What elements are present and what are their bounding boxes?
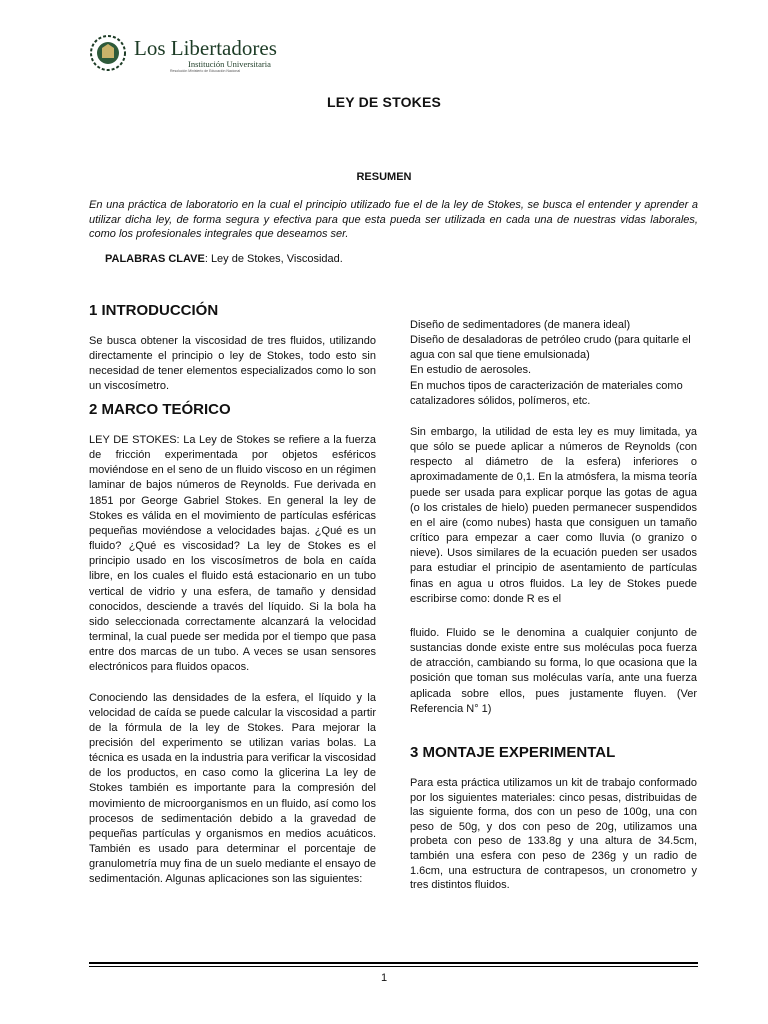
list-item: En muchos tipos de caracterización de materiales como catalizadores sólidos, polímeros, etc. xyxy=(410,379,683,407)
footer-rule xyxy=(89,966,698,967)
paragraph: Sin embargo, la utilidad de esta ley es muy limitada, ya que sólo se puede aplicar a números de Reynolds (con respecto al diámetro de la esfera) inferiores o aproximadamente de 0,1. En la atmósfera, la misma teoría puede ser usada para explicar porque las gotas de agua (o los cristales de hielo) pueden permanecer suspendidos en el aire (como nubes) hasta que consiguen un tamaño crítico para empezar a caer como lluvia (o granizo o nieve). Usos similares de la ecuación pueden ser usados para estudiar el principio de asentamiento de partículas finas en agua u otros fluidos. La ley de Stokes puede escribirse como: donde R es el xyxy=(410,426,697,605)
list-item: Diseño de desaladoras de petróleo crudo (para quitarle el agua con sal que tiene emulsionada) xyxy=(410,334,691,362)
paragraph: Se busca obtener la viscosidad de tres fluidos, utilizando directamente el principio o ley de Stokes, todo esto sin necesidad de tener elementos especializados como lo son un viscosímetro. xyxy=(89,335,376,393)
paragraph: LEY DE STOKES: La Ley de Stokes se refiere a la fuerza de fricción experimentada por objetos esféricos moviéndose en el seno de un fluido viscoso en un régimen laminar de bajos números de Reynolds. Fue derivada en 1851 por George Gabriel Stokes. En general la ley de Stokes es válida en el movimiento de partículas esféricas pequeñas moviéndose a velocidades bajas. ¿Qué es un fluido? ¿Qué es viscosidad? La ley de Stokes es el principio usado en los viscosímetros de bola en caída libre, en los cuales el fluido está estacionario en un tubo vertical de vidrio y una esfera, de tamaño y densidad conocidos, desciende a través del líquido. Si la bola ha sido seleccionada correctamente alcanzará la velocidad terminal, la cual puede ser medida por el tiempo que pasa entre dos marcas de un tubo. A veces se usan sensores electrónicos para fluidos opacos. xyxy=(89,434,376,674)
section-heading: 1 INTRODUCCIÓN xyxy=(89,302,219,319)
keywords-label: PALABRAS CLAVE xyxy=(105,253,205,265)
section-marco-teorico xyxy=(89,401,376,888)
paper-title: LEY DE STOKES xyxy=(326,94,442,110)
section-heading: 3 MONTAJE EXPERIMENTAL xyxy=(410,744,616,761)
paragraph: Para esta práctica utilizamos un kit de trabajo conformado por los siguientes materiales: cinco pesas, distribuidas de las siguiente forma, dos con un peso de 100g, una con peso de 50g, y dos con peso de 20g, utilizamos una probeta con peso de 133.8g y una altura de 34.5cm, también una esfera con peso de 236g y un radio de 1.6cm, una estructura de contrapesos, un cronometro y tres distintos fluidos. xyxy=(410,777,697,892)
applications-list xyxy=(410,318,697,409)
list-item: En estudio de aerosoles. xyxy=(410,364,532,377)
logo-name: Los Libertadores xyxy=(134,36,277,60)
section-montaje-experimental xyxy=(410,744,697,893)
paragraph: fluido. Fluido se le denomina a cualquier conjunto de sustancias donde existe entre sus moléculas poca fuerza de atracción, cambiando su forma, lo que ocasiona que la posición que toman sus moléculas varía, ante una fuerza aplicada sobre ellos, pues justamente fluyen. (Ver Referencia N° 1) xyxy=(410,627,697,715)
paragraph-fluid-definition xyxy=(410,626,697,717)
list-item: Diseño de sedimentadores (de manera ideal) xyxy=(410,319,631,331)
section-heading: 2 MARCO TEÓRICO xyxy=(89,401,231,418)
abstract-text: En una práctica de laboratorio en la cual el principio utilizado fue el de la ley de Stokes, se busca el entender y aprender a utilizar dicha ley, de forma segura y efectiva para que esta pueda ser utilizada en cada una de nuestras vidas laborales, como los profesionales integrales que deseamos ser. xyxy=(89,199,698,241)
page-number: 1 xyxy=(380,972,388,984)
laurel-seal-icon xyxy=(88,33,128,73)
keywords-text: : Ley de Stokes, Viscosidad. xyxy=(204,253,343,265)
abstract-heading: RESUMEN xyxy=(356,171,412,183)
logo-subtitle: Institución Universitaria xyxy=(188,59,271,69)
logo-fine-print: Resolución Ministerio de Educación Nacional xyxy=(170,69,241,73)
paragraph-limitations xyxy=(410,425,697,607)
footer-rule xyxy=(89,962,698,964)
institution-logo xyxy=(88,33,288,77)
section-introduccion xyxy=(89,302,376,395)
paragraph: Conociendo las densidades de la esfera, el líquido y la velocidad de caída se puede calcular la viscosidad a partir de la fórmula de la ley de Stokes. Para mejorar la precisión del experimento se utilizan varias bolas. La técnica es usada en la industria para verificar la viscosidad de los productos, en caso como la glicerina La ley de Stokes también es importante para la compresión del movimiento de microorganismos en un fluido, así como los procesos de sedimentación debido a la gravedad de pequeñas partículas y organismos en medios acuáticos. También es usado para determinar el porcentaje de granulometría muy fina de un suelo mediante el ensayo de sedimentación. Algunas aplicaciones son las siguientes: xyxy=(89,691,376,886)
keywords xyxy=(105,253,343,265)
